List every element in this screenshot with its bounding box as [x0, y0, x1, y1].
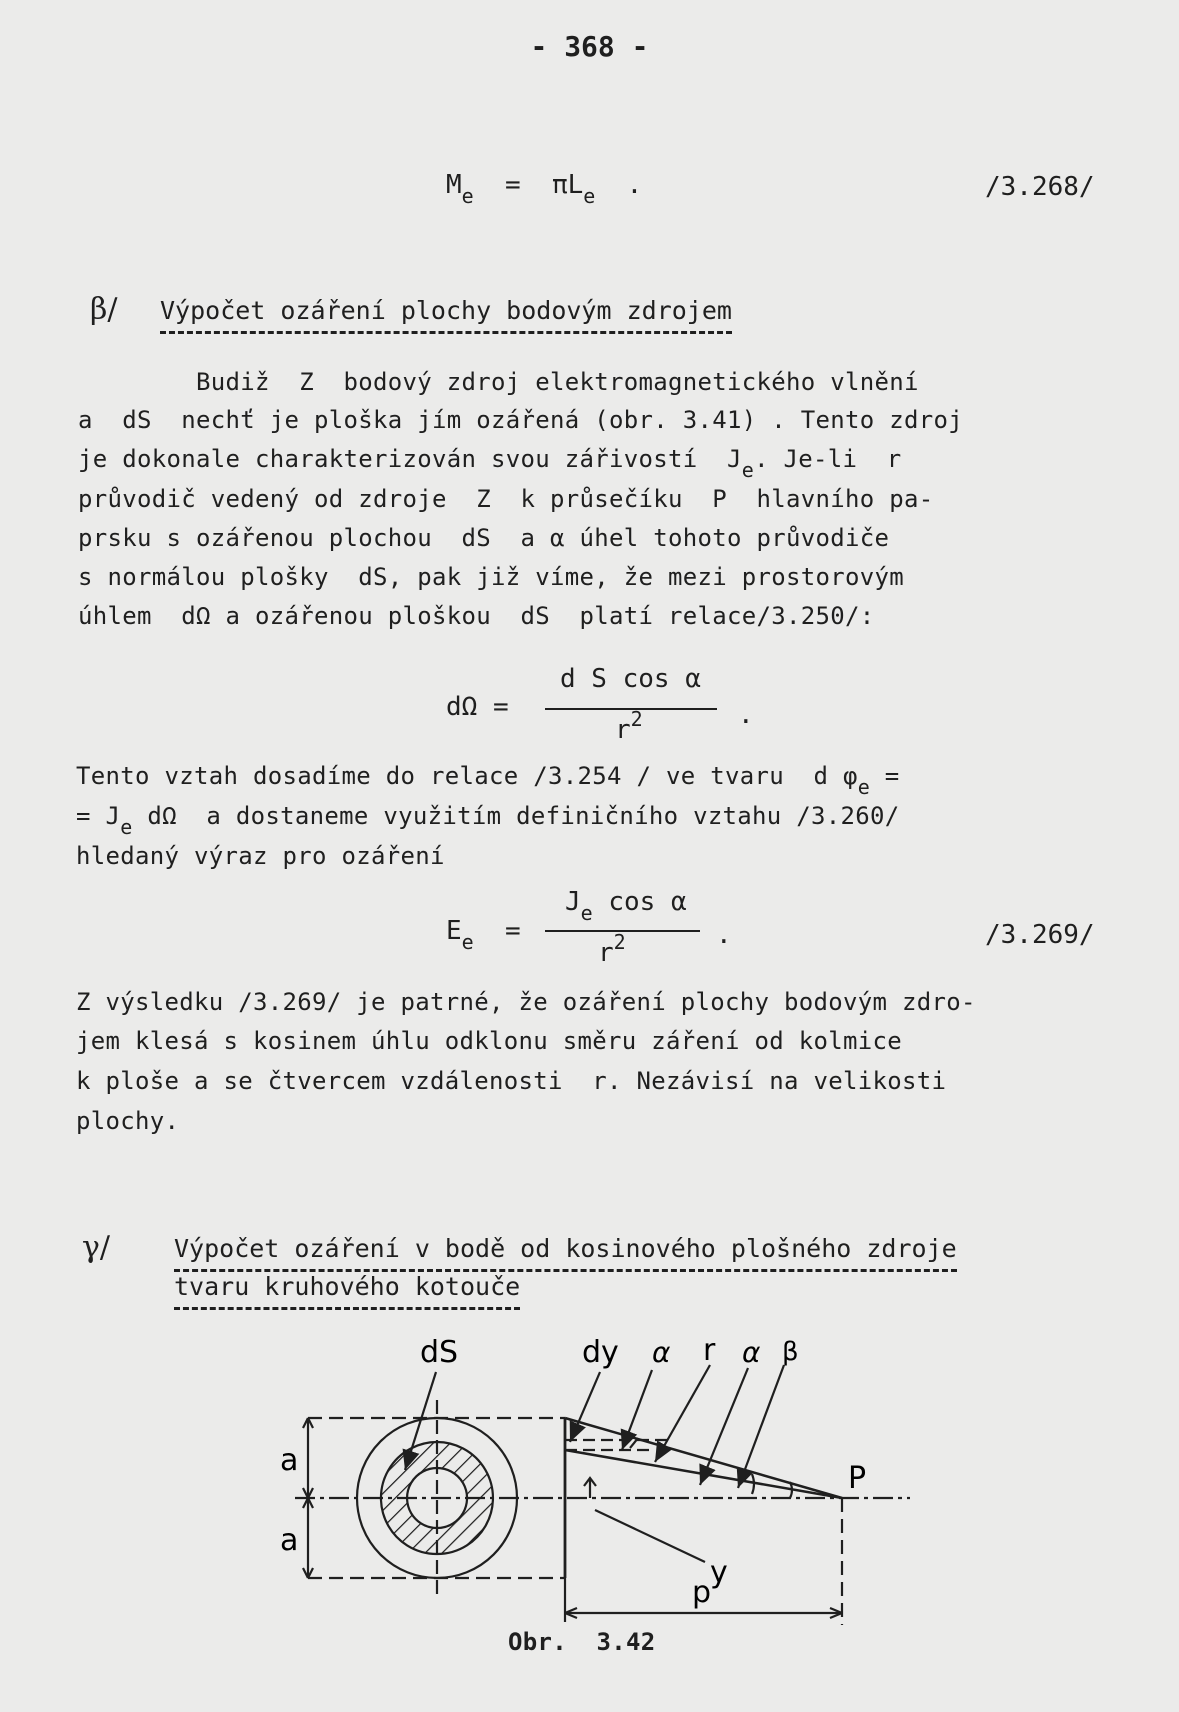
eq1-lhs-sub: e [461, 184, 474, 208]
label-a-top: a [280, 1443, 299, 1478]
para2-line-1-tail: = [870, 762, 900, 790]
label-a-bottom: a [280, 1523, 299, 1558]
section-gamma-title-1: Výpočet ozáření v bodě od kosinového plošného zdroje [174, 1234, 957, 1272]
para2-line-2-pre: = J [76, 802, 121, 830]
label-ds: dS [420, 1335, 459, 1370]
eq2-lhs-text: dΩ [446, 692, 478, 722]
beta-line-2: a dS nechť je ploška jím ozářená (obr. 3.41) . Tento zdroj [78, 406, 963, 434]
para3-line-1: Z výsledku /3.269/ je patrné, že ozáření plochy bodovým zdro- [76, 988, 976, 1016]
alpha-arc-1 [752, 1474, 754, 1494]
eq1-lhs: M [446, 170, 462, 200]
equation-number-3-268: /3.268/ [985, 172, 1095, 202]
para2-line-2 [76, 802, 900, 839]
eq3-lhs-sub: e [461, 930, 474, 954]
eq3-denominator-sup: 2 [613, 930, 626, 954]
para2-line-2-tail: dΩ a dostaneme využitím definičního vztahu /3.260/ [132, 802, 900, 830]
section-beta-label: β/ [90, 292, 118, 327]
eq3-equals: = [505, 916, 521, 946]
para3-line-3: k ploše a se čtvercem vzdálenosti r. Nezávisí na velikosti [76, 1067, 947, 1095]
alpha-leader-2 [700, 1368, 748, 1485]
eq2-denominator [615, 707, 643, 745]
section-beta-heading [90, 292, 732, 327]
figure-caption: Obr. 3.42 [508, 1628, 656, 1656]
label-r: r [703, 1333, 716, 1368]
eq2-equals: = [492, 692, 509, 722]
eq2-period: . [738, 700, 754, 730]
y-arrow [584, 1478, 596, 1498]
beta-line-6: s normálou plošky dS, pak již víme, že mezi prostorovým [78, 563, 904, 591]
label-alpha-1: α [652, 1336, 671, 1369]
para2-line-1 [76, 762, 900, 799]
figure-3-42 [260, 1310, 920, 1650]
para2-line-2-sub: e [120, 815, 133, 839]
beta-line-1: Budiž Z bodový zdroj elektromagnetického vlnění [78, 368, 919, 396]
eq1-rhs: πL [551, 170, 584, 200]
section-gamma-title-2: tvaru kruhového kotouče [174, 1272, 520, 1310]
beta-line-4: průvodič vedený od zdroje Z k průsečíku P hlavního pa- [78, 485, 934, 513]
beta-line-3-tail: . Je-li r [754, 445, 902, 473]
label-y: y [710, 1555, 728, 1590]
label-beta: β [782, 1337, 799, 1367]
beta-line-3-sub: e [741, 458, 755, 482]
r-leader [655, 1365, 710, 1462]
y-leader [595, 1510, 705, 1562]
beta-line-5: prsku s ozářenou plochou dS a α úhel tohoto průvodiče [78, 524, 890, 552]
eq3-lhs [446, 916, 521, 954]
section-gamma-heading-2 [174, 1272, 520, 1301]
equation-3-268 [446, 170, 643, 208]
section-beta-title: Výpočet ozáření plochy bodovým zdrojem [160, 296, 732, 334]
alpha-arc-top [630, 1438, 638, 1448]
beta-leader [738, 1365, 784, 1488]
label-p-point: P [848, 1461, 867, 1496]
eq1-rhs-sub: e [583, 184, 596, 208]
para2-line-3: hledaný výraz pro ozáření [76, 842, 445, 870]
para2-line-1-sub: e [857, 775, 871, 799]
eq3-lhs-text: E [446, 916, 462, 946]
eq3-denominator [598, 930, 626, 968]
eq1-equals: = [505, 170, 521, 200]
eq3-numerator-tail: cos α [592, 887, 687, 917]
eq2-numerator: d S cos α [560, 664, 701, 694]
para3-line-2: jem klesá s kosinem úhlu odklonu směru záření od kolmice [76, 1027, 902, 1055]
eq3-numerator-j: J [565, 887, 581, 917]
label-dy: dy [582, 1335, 619, 1370]
eq2-denominator-sup: 2 [630, 707, 643, 731]
eq3-period: . [716, 920, 732, 950]
eq3-denominator-r: r [598, 938, 614, 968]
label-p-distance: p [692, 1575, 712, 1610]
equation-number-3-269: /3.269/ [985, 920, 1095, 950]
eq2-denominator-r: r [615, 715, 631, 745]
section-gamma-label: γ/ [82, 1230, 111, 1265]
para2-line-1-text: Tento vztah dosadíme do relace /3.254 / ve tvaru d φ [76, 762, 858, 790]
para3-line-4: plochy. [76, 1107, 180, 1135]
dy-leader [570, 1372, 600, 1442]
page-number: - 368 - [530, 30, 649, 63]
beta-line-3 [78, 445, 902, 482]
eq1-period: . [626, 170, 643, 200]
eq3-numerator-sub: e [580, 901, 593, 925]
eq3-numerator [565, 887, 687, 925]
beta-line-3-text: je dokonale charakterizován svou zářivostí J [78, 445, 742, 473]
section-gamma-heading [82, 1230, 957, 1265]
eq2-lhs [446, 692, 509, 722]
beta-line-7: úhlem dΩ a ozářenou ploškou dS platí relace/3.250/: [78, 602, 875, 630]
label-alpha-2: α [742, 1336, 761, 1369]
